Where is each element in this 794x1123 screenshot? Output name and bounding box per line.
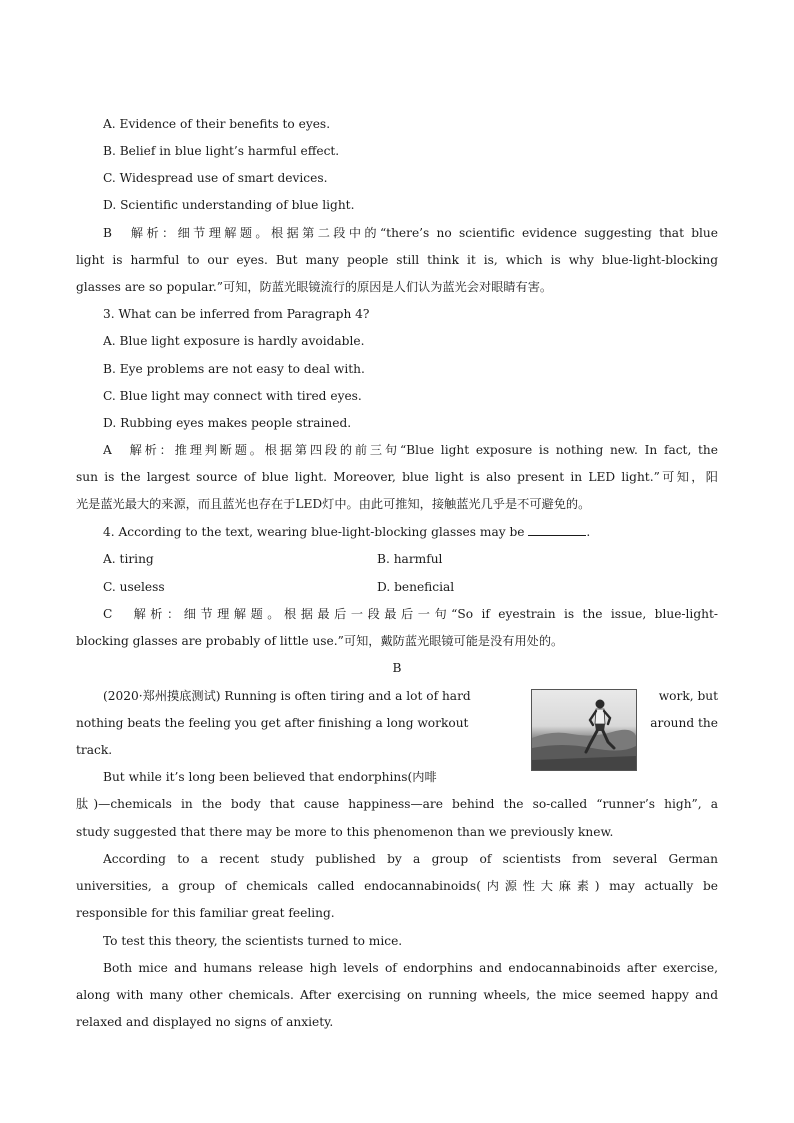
q4-options-row — [103, 579, 718, 595]
q2-analysis-line: light is harmful to our eyes. But many people still think it is, which is why blue-light-blocking — [76, 253, 718, 267]
q4-option-d: D. beneficial — [377, 580, 455, 594]
q4-option-a: A. tiring — [103, 552, 154, 566]
q2-option-a: A. Evidence of their benefits to eyes. — [103, 117, 331, 131]
q4-stem — [103, 524, 718, 540]
passage-line: 肽)—chemicals in the body that cause happiness—are behind the so-called “runner’s high”, a — [76, 797, 718, 811]
runner-photo — [531, 689, 637, 771]
passage-line: along with many other chemicals. After exercising on running wheels, the mice seemed happy and — [76, 988, 718, 1002]
section-heading: B — [392, 661, 402, 675]
q3-option-a: A. Blue light exposure is hardly avoidable. — [103, 334, 365, 348]
passage-line: relaxed and displayed no signs of anxiety. — [76, 1015, 334, 1029]
q2-option-c: C. Widespread use of smart devices. — [103, 171, 328, 185]
q2-option-d: D. Scientific understanding of blue light. — [103, 198, 355, 212]
passage-line: responsible for this familiar great feeling. — [76, 906, 335, 920]
passage-line: nothing beats the feeling you get after finishing a long workout — [76, 716, 469, 730]
runner-illustration — [532, 690, 636, 770]
q4-option-b: B. harmful — [377, 552, 443, 566]
q3-option-c: C. Blue light may connect with tired eyes. — [103, 389, 362, 403]
q3-analysis-line: 光是蓝光最大的来源，而且蓝光也存在于LED灯中。由此可推知，接触蓝光几乎是不可避免的。 — [76, 497, 591, 511]
q2-analysis-line: B 解析：细节理解题。根据第二段中的“there’s no scientific evidence suggesting that blue — [103, 226, 718, 240]
passage-line: (2020·郑州摸底测试) Running is often tiring and a lot of hard — [103, 689, 471, 703]
q2-analysis-line: glasses are so popular.”可知，防蓝光眼镜流行的原因是人们认为蓝光会对眼睛有害。 — [76, 280, 553, 294]
q4-analysis-line: blocking glasses are probably of little use.”可知，戴防蓝光眼镜可能是没有用处的。 — [76, 634, 564, 648]
passage-line: Both mice and humans release high levels of endorphins and endocannabinoids after exercise, — [103, 961, 718, 975]
passage-line-wrap: around the — [650, 716, 718, 730]
passage-line: According to a recent study published by a group of scientists from several German — [103, 852, 718, 866]
q4-options-row — [103, 551, 718, 567]
q3-option-d: D. Rubbing eyes makes people strained. — [103, 416, 352, 430]
passage-line: But while it’s long been believed that endorphins(内啡 — [103, 770, 437, 784]
passage-line: track. — [76, 743, 113, 757]
q3-stem: 3. What can be inferred from Paragraph 4? — [103, 307, 370, 321]
q3-option-b: B. Eye problems are not easy to deal with. — [103, 362, 365, 376]
q3-analysis-line: sun is the largest source of blue light. Moreover, blue light is also present in LED light.”可知，阳 — [76, 470, 718, 484]
q4-stem-end: . — [586, 525, 591, 539]
passage-line: To test this theory, the scientists turned to mice. — [103, 934, 403, 948]
answer-blank — [528, 524, 586, 536]
passage-line: study suggested that there may be more to this phenomenon than we previously knew. — [76, 825, 614, 839]
passage-line: universities, a group of chemicals called endocannabinoids(内源性大麻素) may actually be — [76, 879, 718, 893]
q3-analysis-line: A 解析：推理判断题。根据第四段的前三句“Blue light exposure is nothing new. In fact, the — [103, 443, 718, 457]
q4-stem-text: 4. According to the text, wearing blue-light-blocking glasses may be — [103, 525, 529, 539]
q2-option-b: B. Belief in blue light’s harmful effect. — [103, 144, 340, 158]
passage-line-wrap: work, but — [658, 689, 718, 703]
q4-option-c: C. useless — [103, 580, 165, 594]
q4-analysis-line: C 解析：细节理解题。根据最后一段最后一句“So if eyestrain is the issue, blue-light- — [103, 607, 718, 621]
